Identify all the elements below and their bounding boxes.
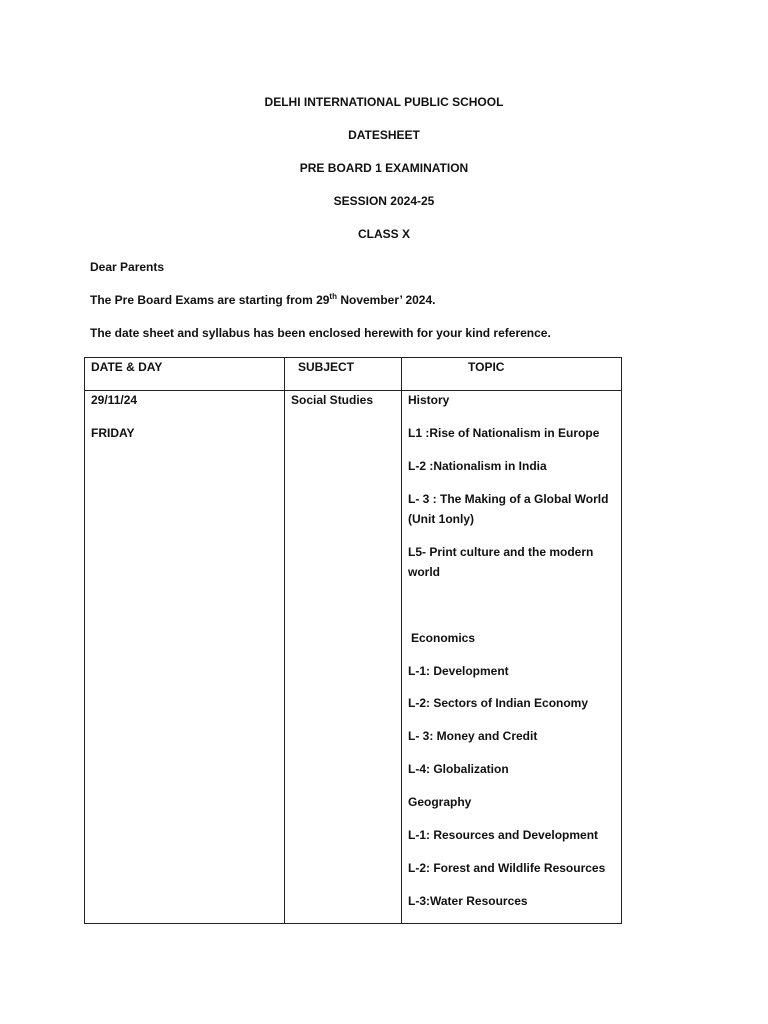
session-label: SESSION 2024-25 <box>333 194 435 208</box>
class-label: CLASS X <box>357 227 410 241</box>
enclosure-notice: The date sheet and syllabus has been enclosed herewith for your kind reference. <box>90 326 551 340</box>
header-subject: SUBJECT <box>298 360 355 374</box>
topic-item: L-1: Development <box>408 664 509 678</box>
column-divider <box>401 358 402 923</box>
salutation: Dear Parents <box>90 260 165 274</box>
exam-day: FRIDAY <box>91 426 135 440</box>
topic-item: L-1: Resources and Development <box>408 828 599 842</box>
topic-item: L- 3: Money and Credit <box>408 729 538 743</box>
column-divider <box>284 358 285 923</box>
topic-item: L-4: Globalization <box>408 762 509 776</box>
exam-date: 29/11/24 <box>91 393 138 407</box>
exam-start-date: November’ 2024. <box>336 293 436 307</box>
exam-start-text: The Pre Board Exams are starting from 29 <box>90 293 330 307</box>
topic-item: L- 3 : The Making of a Global World (Unit 1only) <box>408 492 609 526</box>
topic-section-heading: Economics <box>411 631 476 645</box>
topic-item: L-2: Forest and Wildlife Resources <box>408 861 606 875</box>
exam-start-notice <box>90 292 436 308</box>
topic-item: L5- Print culture and the modern world <box>408 545 594 579</box>
ordinal-suffix: th <box>329 292 337 301</box>
topic-item: L-3:Water Resources <box>408 894 528 908</box>
document-title: DATESHEET <box>348 128 420 142</box>
exam-subject: Social Studies <box>291 393 374 407</box>
topic-item: L1 :Rise of Nationalism in Europe <box>408 426 600 440</box>
header-topic: TOPIC <box>468 360 505 374</box>
exam-name: PRE BOARD 1 EXAMINATION <box>299 161 469 175</box>
header-date-day: DATE & DAY <box>91 360 163 374</box>
topic-item: L-2: Sectors of Indian Economy <box>408 696 589 710</box>
school-name: DELHI INTERNATIONAL PUBLIC SCHOOL <box>264 95 504 109</box>
topic-section-heading: History <box>408 393 450 407</box>
datesheet-table <box>84 357 622 924</box>
topic-section-heading: Geography <box>408 795 472 809</box>
topic-item: L-2 :Nationalism in India <box>408 459 547 473</box>
